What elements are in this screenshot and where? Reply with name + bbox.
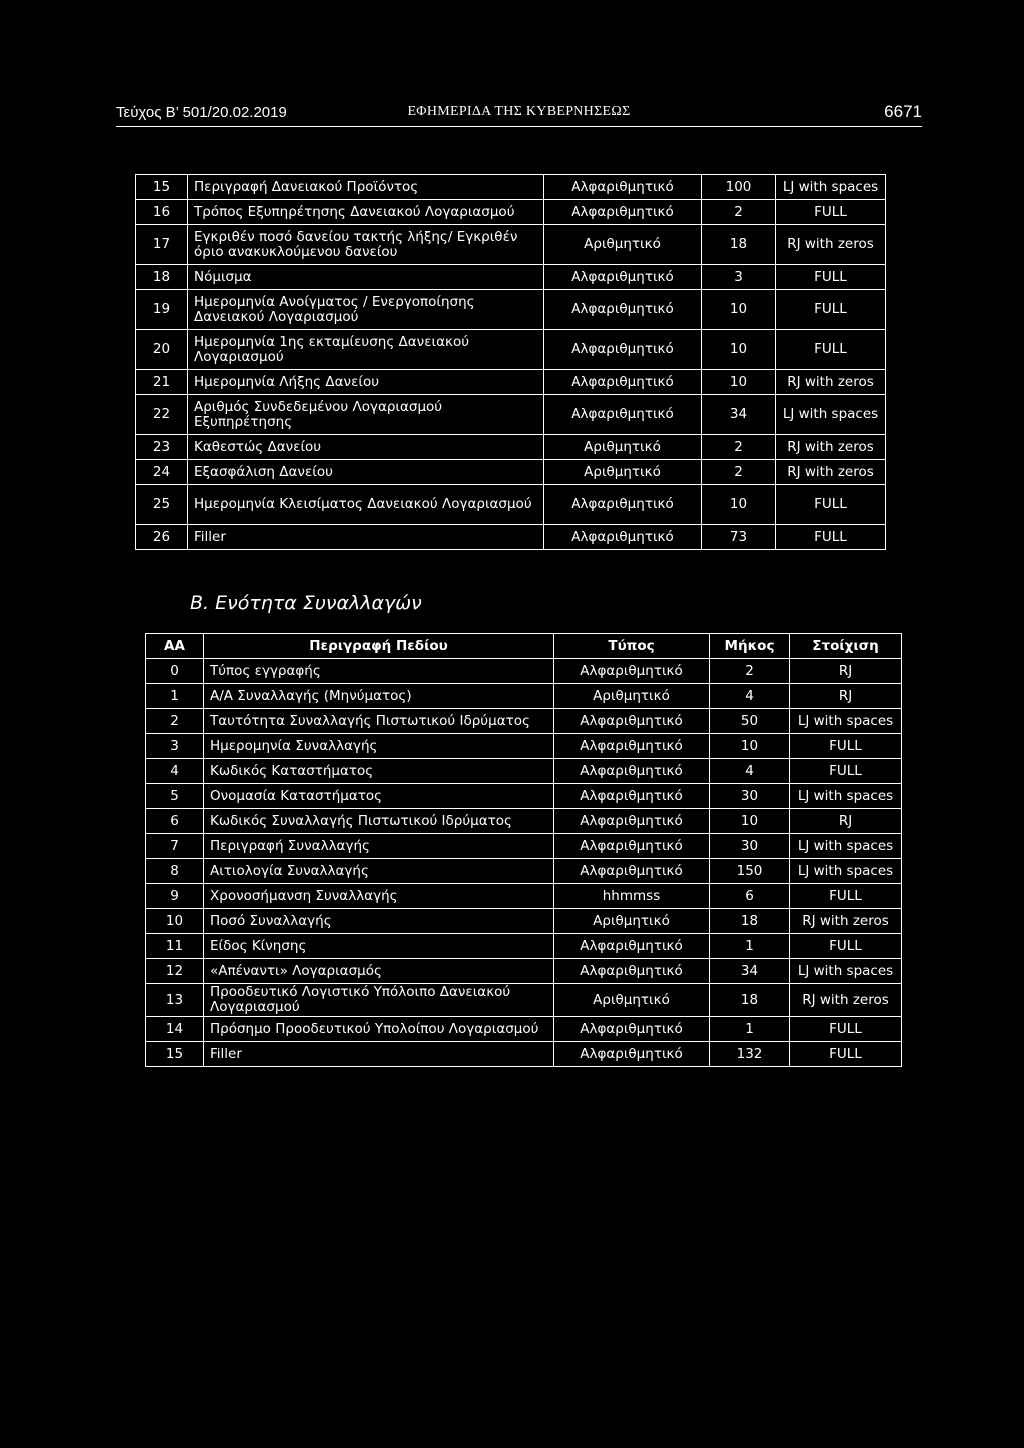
field-alignment: FULL (776, 330, 886, 370)
field-number: 0 (146, 659, 204, 684)
field-description: Τύπος εγγραφής (204, 659, 554, 684)
field-alignment: LJ with spaces (790, 859, 902, 884)
table-row (136, 435, 886, 460)
field-number: 19 (136, 290, 188, 330)
field-type: Αλφαριθμητικό (544, 395, 702, 435)
field-number: 3 (146, 734, 204, 759)
section-title: Β. Ενότητα Συναλλαγών (190, 592, 422, 614)
table-header-row (146, 634, 902, 659)
field-number: 22 (136, 395, 188, 435)
field-alignment: LJ with spaces (790, 959, 902, 984)
field-length: 2 (710, 659, 790, 684)
field-number: 9 (146, 884, 204, 909)
field-description: Περιγραφή Συναλλαγής (204, 834, 554, 859)
field-alignment: LJ with spaces (776, 395, 886, 435)
field-description: Ημερομηνία Συναλλαγής (204, 734, 554, 759)
field-type: Αλφαριθμητικό (544, 265, 702, 290)
field-description: Περιγραφή Δανειακού Προϊόντος (188, 175, 544, 200)
field-type: Αλφαριθμητικό (554, 1017, 710, 1042)
field-number: 11 (146, 934, 204, 959)
field-description: Ταυτότητα Συναλλαγής Πιστωτικού Ιδρύματος (204, 709, 554, 734)
field-number: 8 (146, 859, 204, 884)
field-type: Αλφαριθμητικό (544, 525, 702, 550)
table-row (136, 525, 886, 550)
table-row (146, 934, 902, 959)
table-row (136, 265, 886, 290)
field-type: Αλφαριθμητικό (544, 485, 702, 525)
field-alignment: RJ (790, 659, 902, 684)
field-number: 14 (146, 1017, 204, 1042)
field-description: Ποσό Συναλλαγής (204, 909, 554, 934)
field-length: 2 (702, 200, 776, 225)
field-length: 10 (710, 734, 790, 759)
field-description: Filler (204, 1042, 554, 1067)
field-type: Αριθμητικό (544, 460, 702, 485)
field-alignment: RJ with zeros (776, 460, 886, 485)
field-type: Αριθμητικό (554, 684, 710, 709)
field-type: Αλφαριθμητικό (544, 370, 702, 395)
field-type: Αλφαριθμητικό (554, 709, 710, 734)
field-type: Αλφαριθμητικό (554, 959, 710, 984)
field-length: 2 (702, 435, 776, 460)
table-row (146, 734, 902, 759)
column-header-description: Περιγραφή Πεδίου (204, 634, 554, 659)
field-alignment: LJ with spaces (790, 709, 902, 734)
field-description: Ονομασία Καταστήματος (204, 784, 554, 809)
field-alignment: LJ with spaces (790, 784, 902, 809)
field-description: Α/Α Συναλλαγής (Μηνύματος) (204, 684, 554, 709)
field-alignment: LJ with spaces (790, 834, 902, 859)
field-number: 16 (136, 200, 188, 225)
table-row (146, 859, 902, 884)
field-number: 6 (146, 809, 204, 834)
field-alignment: FULL (790, 734, 902, 759)
table-row (146, 1017, 902, 1042)
field-length: 10 (710, 809, 790, 834)
field-length: 34 (710, 959, 790, 984)
field-length: 1 (710, 934, 790, 959)
field-description: Πρόσημο Προοδευτικού Υπολοίπου Λογαριασμού (204, 1017, 554, 1042)
field-alignment: FULL (776, 265, 886, 290)
field-description: Εξασφάλιση Δανείου (188, 460, 544, 485)
table-row (146, 784, 902, 809)
field-type: Αλφαριθμητικό (554, 734, 710, 759)
field-alignment: FULL (776, 525, 886, 550)
field-type: Αριθμητικό (544, 435, 702, 460)
field-type: Αλφαριθμητικό (554, 859, 710, 884)
column-header-aa: ΑΑ (146, 634, 204, 659)
table-row (146, 984, 902, 1017)
field-type: Αλφαριθμητικό (554, 934, 710, 959)
field-alignment: RJ (790, 809, 902, 834)
column-header-type: Τύπος (554, 634, 710, 659)
field-length: 2 (702, 460, 776, 485)
field-description: Χρονοσήμανση Συναλλαγής (204, 884, 554, 909)
field-length: 34 (702, 395, 776, 435)
field-number: 4 (146, 759, 204, 784)
field-number: 21 (136, 370, 188, 395)
field-length: 18 (710, 909, 790, 934)
field-description: «Απέναντι» Λογαριασμός (204, 959, 554, 984)
field-alignment: RJ with zeros (776, 225, 886, 265)
field-number: 15 (146, 1042, 204, 1067)
field-length: 3 (702, 265, 776, 290)
field-alignment: FULL (776, 485, 886, 525)
loan-fields-table (135, 174, 886, 550)
field-length: 150 (710, 859, 790, 884)
field-description: Τρόπος Εξυπηρέτησης Δανειακού Λογαριασμού (188, 200, 544, 225)
field-length: 50 (710, 709, 790, 734)
field-description: Εγκριθέν ποσό δανείου τακτής λήξης/ Εγκριθέν όριο ανακυκλούμενου δανείου (188, 225, 544, 265)
field-length: 4 (710, 684, 790, 709)
table-row (146, 909, 902, 934)
field-length: 10 (702, 290, 776, 330)
field-alignment: RJ (790, 684, 902, 709)
field-type: Αλφαριθμητικό (544, 330, 702, 370)
field-number: 24 (136, 460, 188, 485)
field-number: 7 (146, 834, 204, 859)
table-row (146, 884, 902, 909)
field-type: Αριθμητικό (554, 909, 710, 934)
field-description: Είδος Κίνησης (204, 934, 554, 959)
field-type: Αλφαριθμητικό (554, 834, 710, 859)
field-description: Καθεστώς Δανείου (188, 435, 544, 460)
table-row (136, 485, 886, 525)
field-number: 20 (136, 330, 188, 370)
table-row (146, 959, 902, 984)
field-description: Ημερομηνία Ανοίγματος / Ενεργοποίησης Δανειακού Λογαριασμού (188, 290, 544, 330)
field-description: Προοδευτικό Λογιστικό Υπόλοιπο Δανειακού Λογαριασμού (204, 984, 554, 1017)
field-type: Αριθμητικό (544, 225, 702, 265)
field-type: Αλφαριθμητικό (554, 659, 710, 684)
field-alignment: FULL (790, 1017, 902, 1042)
field-alignment: FULL (776, 290, 886, 330)
field-description: Ημερομηνία Κλεισίματος Δανειακού Λογαριασμού (188, 485, 544, 525)
table-row (146, 684, 902, 709)
field-alignment: RJ with zeros (776, 370, 886, 395)
field-description: Αριθμός Συνδεδεμένου Λογαριασμού Εξυπηρέτησης (188, 395, 544, 435)
field-description: Filler (188, 525, 544, 550)
table-row (136, 395, 886, 435)
field-type: hhmmss (554, 884, 710, 909)
field-number: 17 (136, 225, 188, 265)
issue-label: Τεύχος Β’ 501/20.02.2019 (116, 104, 287, 121)
field-length: 18 (702, 225, 776, 265)
field-number: 26 (136, 525, 188, 550)
page-number: 6671 (884, 102, 922, 121)
field-length: 73 (702, 525, 776, 550)
field-length: 100 (702, 175, 776, 200)
table-row (136, 290, 886, 330)
field-type: Αλφαριθμητικό (554, 809, 710, 834)
table-row (136, 225, 886, 265)
field-number: 13 (146, 984, 204, 1017)
field-number: 5 (146, 784, 204, 809)
table-row (136, 200, 886, 225)
field-alignment: FULL (776, 200, 886, 225)
field-number: 12 (146, 959, 204, 984)
table-row (136, 175, 886, 200)
field-length: 30 (710, 834, 790, 859)
field-alignment: FULL (790, 884, 902, 909)
field-type: Αλφαριθμητικό (544, 200, 702, 225)
field-number: 23 (136, 435, 188, 460)
field-alignment: RJ with zeros (790, 984, 902, 1017)
table-row (136, 460, 886, 485)
field-type: Αλφαριθμητικό (544, 290, 702, 330)
table-row (146, 1042, 902, 1067)
field-number: 2 (146, 709, 204, 734)
field-type: Αλφαριθμητικό (544, 175, 702, 200)
field-length: 10 (702, 370, 776, 395)
field-length: 30 (710, 784, 790, 809)
column-header-length: Μήκος (710, 634, 790, 659)
field-description: Νόμισμα (188, 265, 544, 290)
field-length: 18 (710, 984, 790, 1017)
column-header-alignment: Στοίχιση (790, 634, 902, 659)
field-alignment: FULL (790, 759, 902, 784)
field-alignment: LJ with spaces (776, 175, 886, 200)
field-length: 10 (702, 330, 776, 370)
field-description: Ημερομηνία Λήξης Δανείου (188, 370, 544, 395)
field-length: 6 (710, 884, 790, 909)
table-row (146, 809, 902, 834)
field-type: Αλφαριθμητικό (554, 759, 710, 784)
field-type: Αλφαριθμητικό (554, 784, 710, 809)
page-header (116, 100, 922, 127)
field-description: Ημερομηνία 1ης εκταμίευσης Δανειακού Λογαριασμού (188, 330, 544, 370)
field-length: 10 (702, 485, 776, 525)
table-row (146, 834, 902, 859)
table-row (146, 759, 902, 784)
field-number: 10 (146, 909, 204, 934)
field-alignment: FULL (790, 1042, 902, 1067)
field-length: 132 (710, 1042, 790, 1067)
table-row (136, 370, 886, 395)
field-alignment: RJ with zeros (776, 435, 886, 460)
field-type: Αλφαριθμητικό (554, 1042, 710, 1067)
field-description: Αιτιολογία Συναλλαγής (204, 859, 554, 884)
transaction-fields-table (145, 633, 902, 1067)
field-length: 4 (710, 759, 790, 784)
field-alignment: RJ with zeros (790, 909, 902, 934)
field-number: 18 (136, 265, 188, 290)
field-length: 1 (710, 1017, 790, 1042)
field-type: Αριθμητικό (554, 984, 710, 1017)
field-description: Κωδικός Συναλλαγής Πιστωτικού Ιδρύματος (204, 809, 554, 834)
table-row (146, 659, 902, 684)
field-number: 25 (136, 485, 188, 525)
field-number: 15 (136, 175, 188, 200)
field-number: 1 (146, 684, 204, 709)
table-row (146, 709, 902, 734)
table-row (136, 330, 886, 370)
gazette-title: ΕΦΗΜΕΡΙΔΑ ΤΗΣ ΚΥΒΕΡΝΗΣΕΩΣ (407, 104, 631, 119)
field-description: Κωδικός Καταστήματος (204, 759, 554, 784)
field-alignment: FULL (790, 934, 902, 959)
